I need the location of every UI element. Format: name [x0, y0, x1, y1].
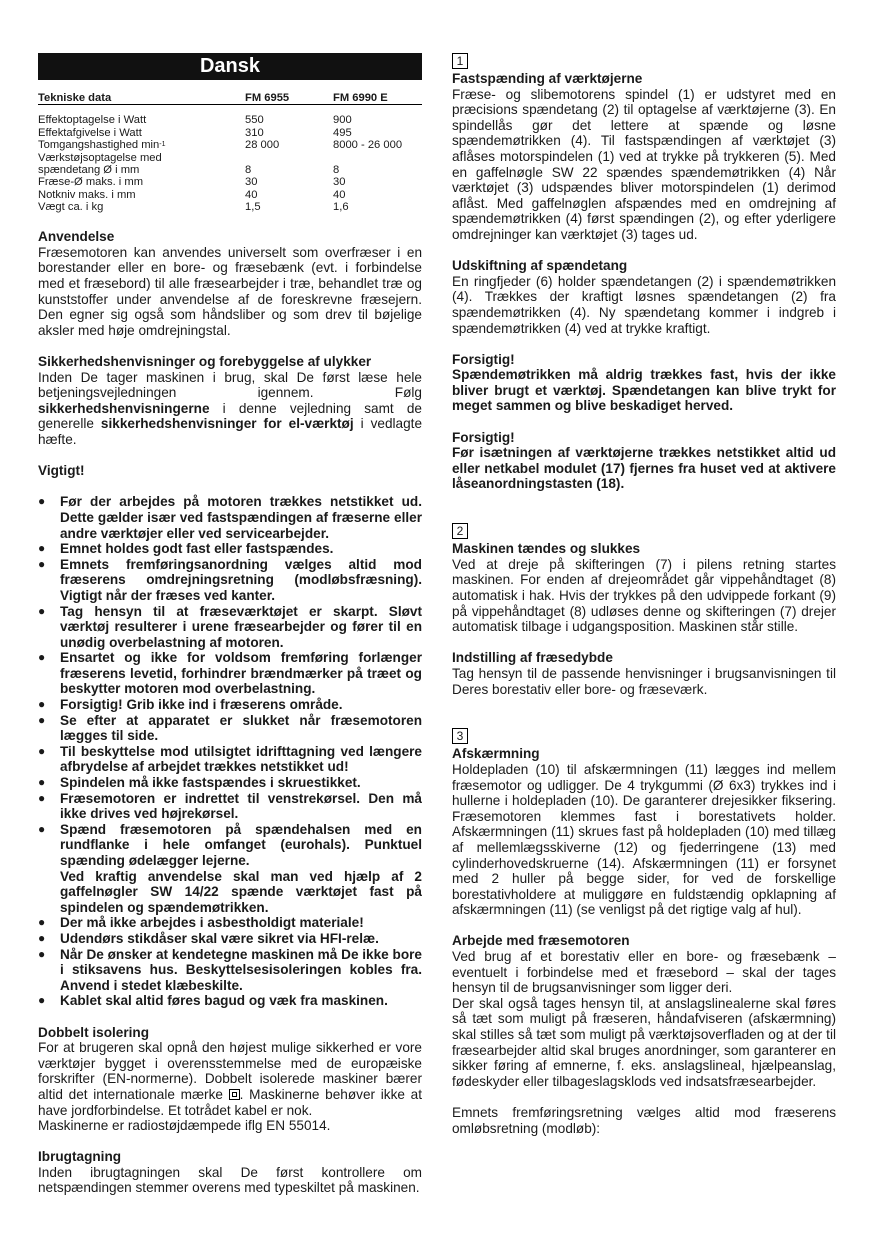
bullet-icon: ●	[38, 697, 46, 712]
figure-ref-2: 2	[452, 523, 468, 539]
header-fm6990e: FM 6990 E	[333, 92, 388, 104]
table-row: Notkniv maks. i mm 40 40	[38, 188, 346, 201]
isolering-radio-text: Maskinerne er radiostøjdæmpede iflg EN 55014.	[38, 1118, 331, 1134]
list-item	[38, 791, 422, 822]
list-item-text: Se efter at apparatet er slukket når fræsemotoren lægges til side.	[60, 712, 422, 744]
list-item	[38, 650, 422, 697]
bullet-icon: ●	[38, 930, 46, 945]
list-item-text: Når De ønsker at kendetegne maskinen må De ikke bore i stiksavens hus. Beskyttelsesisoleringen kobles fra. Anvend i stedet klæbeskilte.	[60, 946, 422, 993]
list-item	[38, 931, 422, 947]
arbejde-text-2: Der skal også tages hensyn til, at anslagslinealerne skal føres så tæt som muligt på fræseren, håndafviseren (afskærmning) skal stilles så tæt som muligt på værktøjsoverfladen og at der til fræsearbejder altid skal bruges anordninger, som garanterer en sikker føring af emnerne, f. eks. anslagslineal, hjælpeanslag, fødeskyder eller tilbageslagsklods ved indsatsfræsearbejder.	[452, 995, 836, 1089]
table-header-row	[38, 80, 422, 105]
caution-text-2: Før isætningen af værktøjerne trækkes netstikket altid ud eller netkabel modulet (17) fjernes fra huset ved at aktivere låseanordningstasten (18).	[452, 445, 836, 492]
section-title-arbejde: Arbejde med fræsemotoren	[452, 933, 630, 949]
udskiftning-text: En ringfjeder (6) holder spændetangen (2) i spændemøtrikken (4). Trækkes der kraftigt løsnes spændetangen (2) fra spændemøtrikken (4). Ny spændetang kommer i indgreb i spændemøtrikken (4) ved at trykke kraftigt.	[452, 273, 836, 336]
arbejde-text-1: Ved brug af et borestativ eller en bore- og fræsebænk – eventuelt i forbindelse med et fræsebord – skal der tages hensyn til de brugsanvisninger som ligger deri.	[452, 949, 836, 996]
bullet-icon: ●	[38, 946, 46, 961]
bullet-icon: ●	[38, 993, 46, 1008]
bullet-icon: ●	[38, 915, 46, 930]
table-row: Værkstøjsoptagelse med	[38, 151, 162, 164]
ibrugtagning-text: Inden ibrugtagningen skal De først kontrollere om netspændingen stemmer overens med typeskiltet på maskinen.	[38, 1164, 422, 1196]
arbejde-text-3: Emnets fremføringsretning vælges altid mod fræserens omløbsretning (modløb):	[452, 1105, 836, 1136]
fastspaending-text: Fræse- og slibemotorens spindel (1) er udstyret med en præcisions spændetang (2) til optagelse af værktøjerne (3). En spindellås gør det lettere at spænde og løsne spændemøtrikken (4). Til fastspændingen af værktøjet (3) aflåses motorspindelen (1) ved at trykke på trykkeren (5). Med en gaffelnøgle SW 22 spændes spændemøtrikken (4) Når værktøjet (3) udspændes bliver motorspindelen (1) derimod aflåst. Med gaffelnøglen afspændes med en omdrejning af spændemøtrikken (4) først spændingen (2), og efter yderligere omdrejninger kan værktøjet (3) tages ud.	[452, 86, 836, 242]
list-item-text: Udendørs stikdåser skal være sikret via HFI-relæ.	[60, 930, 379, 946]
superscript-unit: -1	[159, 141, 166, 149]
double-insulation-icon	[229, 1089, 240, 1100]
list-item	[38, 557, 422, 604]
list-item	[38, 775, 422, 791]
list-item-text: Forsigtig! Grib ikke ind i fræserens område.	[60, 697, 343, 713]
list-item-text: Der må ikke arbejdes i asbestholdigt materiale!	[60, 915, 364, 931]
caution-title-2: Forsigtig!	[452, 429, 515, 445]
bullet-icon: ●	[38, 790, 46, 805]
list-item	[38, 915, 422, 931]
left-column	[38, 53, 422, 1196]
afskaermning-text: Holdepladen (10) til afskærmningen (11) lægges ind mellem fræsemotor og udligger. De 4 trykgummi (Ø 6x3) trykkes ind i hullerne i holdepladen (10). De garanterer drejesikker fiksering. Fræsemotoren klemmes fast i borestativets holder. Afskærmningen (11) skrues fast på holdepladen (10) med tillæg af mellemlægsskiverne (12) og fjederringene (13) med cylinderhovedskruerne (14). Afskærmningen (11) er forsynet med 2 huller på begge sider, for ved de forskellige borestativholdere at muliggøre en fuldstændig opklapning af afskærmningen (11) (se venligst på det rigtige valg af hul).	[452, 761, 836, 918]
list-item-text: Ensartet og ikke for voldsom fremføring forlænger fræserens levetid, forhindrer brændmærker på træet og beskytter motoren mod overbelastning.	[60, 650, 422, 697]
caution-title-1: Forsigtig!	[452, 351, 515, 367]
table-row: Vægt ca. i kg 1,5 1,6	[38, 201, 349, 214]
list-item-text: Før der arbejdes på motoren trækkes netstikket ud. Dette gælder især ved fastspændingen af fræserne eller andre værktøjer eller ved servicearbejder.	[60, 494, 422, 541]
list-item-text: Kablet skal altid føres bagud og væk fra maskinen.	[60, 993, 388, 1009]
list-item	[38, 494, 422, 541]
list-item	[38, 947, 422, 994]
figure-ref-1: 1	[452, 53, 468, 69]
section-title-fastspaending: Fastspænding af værktøjerne	[452, 71, 643, 86]
isolering-text: For at brugeren skal opnå den højest mulige sikkerhed er vore værktøjer bygget i overensstemmelse med de europæiske forskrifter (EN-normerne). Dobbelt isolerede maskiner bærer altid det internationale mærke . Maskinerne behøver ikke at have jordforbindelse. Et totrådet kabel er nok.	[38, 1040, 423, 1118]
section-title-ibrugtagning: Ibrugtagning	[38, 1149, 122, 1165]
list-item-text: Spindelen må ikke fastspændes i skruestikket.	[60, 775, 361, 791]
bullet-icon: ●	[38, 603, 46, 618]
list-item-text: Emnets fremføringsanordning vælges altid mod fræserens omdrejningsretning (modløbsfræsning). Vigtigt når der fræses ved kanter.	[60, 556, 422, 603]
bullet-icon: ●	[38, 556, 46, 571]
table-row: Tomgangshastighed $\min^{-1}$ 28 000 8000 - 26 000	[38, 139, 403, 152]
section-title-afskaermning: Afskærmning	[452, 746, 540, 762]
bullet-icon: ●	[38, 541, 46, 556]
table-row: Effektafgivelse i Watt 310 495	[38, 126, 352, 139]
sikkerhed-text: Inden De tager maskinen i brug, skal De først læse hele betjeningsvejledningen igennem. Følg sikkerhedshenvisningerne i denne vejledning samt de generelle sikkerhedshenvisninger for el-værktøj i vedlagte hæfte.	[38, 369, 423, 447]
section-title-anvendelse: Anvendelse	[38, 229, 115, 245]
bullet-icon: ●	[38, 775, 46, 790]
table-row: Fræse-Ø maks. i mm 30 30	[38, 176, 346, 189]
bullet-icon: ●	[38, 650, 46, 665]
table-row: Effektoptagelse i Watt 550 900	[38, 114, 352, 127]
list-item	[38, 993, 422, 1009]
bullet-icon: ●	[38, 712, 46, 727]
table-row: spændetang Ø i mm 8 8	[38, 164, 340, 177]
list-item-text: Til beskyttelse mod utilsigtet idrifttagning ved længere afbrydelse af arbejdet trækkes netstikket ud!	[60, 743, 422, 775]
list-item-text: Tag hensyn til at fræseværktøjet er skarpt. Sløvt værktøj resulterer i urene fræsearbejder og fører til en unødig overbelastning af motoren.	[60, 603, 422, 650]
list-item-text: Fræsemotoren er indrettet til venstrekørsel. Den må ikke drives ved højrekørsel.	[60, 790, 422, 822]
list-item-text: Emnet holdes godt fast eller fastspændes.	[60, 541, 334, 557]
section-title-vigtigt: Vigtigt!	[38, 463, 85, 479]
anvendelse-text: Fræsemotoren kan anvendes universelt som overfræser i en borestander eller en bore- og fræsebænk (evt. i forbindelse med et fræsebord) til alle fræsearbejder i træ, behandlet træ og kunststoffer under anvendelse af de foreskrevne fræsejern. Den egner sig også som håndsliber og som drev til bøjelige aksler med høje omdrejningstal.	[38, 244, 422, 338]
bullet-icon: ●	[38, 743, 46, 758]
taend-sluk-text: Ved at dreje på skifteringen (7) i pilens retning startes maskinen. For enden af drejeområdet går vippehåndtaget (8) automatisk i hak. Hvis der trykkes på den udvippede forkant (9) på vippehåndtaget (8) udløses denne og skifteringen (7) drejer automatisk tilbage i udgangsposition. Maskinen står stille.	[452, 556, 836, 635]
bullet-icon: ●	[38, 821, 46, 836]
section-title-fraesedybde: Indstilling af fræsedybde	[452, 650, 613, 666]
list-item-text: Ved kraftig anvendelse skal man ved hjælp af 2 gaffelnøgler SW 14/22 spænde værktøjet fast på spindelen og spændemøtrikken.	[60, 868, 422, 915]
list-item	[38, 713, 422, 744]
header-fm6955: FM 6955	[245, 92, 290, 104]
figure-ref-3: 3	[452, 728, 468, 744]
section-title-taend-sluk: Maskinen tændes og slukkes	[452, 541, 641, 557]
right-column	[452, 53, 836, 1136]
section-title-udskiftning: Udskiftning af spændetang	[452, 258, 628, 274]
list-item	[38, 541, 422, 557]
bullet-icon: ●	[38, 494, 46, 509]
section-title-isolering: Dobbelt isolering	[38, 1024, 150, 1040]
list-item	[38, 822, 422, 916]
header-label: Tekniske data	[38, 92, 112, 104]
caution-text-1: Spændemøtrikken må aldrig trækkes fast, hvis der ikke bliver brugt et værktøj. Spændetangen kan blive trykt for meget sammen og blive beskadiget herved.	[452, 367, 836, 414]
safety-warning-list	[38, 494, 422, 1009]
list-item	[38, 744, 422, 775]
technical-data-table	[38, 80, 422, 214]
list-item-text: Spænd fræsemotoren på spændehalsen med en rundflanke i hele omfanget (eurohals). Punktuel spænding ødelægger lejerne.	[60, 821, 422, 868]
section-title-sikkerhed: Sikkerhedshenvisninger og forebyggelse af ulykker	[38, 354, 372, 369]
fraesedybde-text: Tag hensyn til de passende henvisninger i brugsanvisningen til Deres borestativ eller bore- og fræseværk.	[452, 665, 836, 697]
list-item	[38, 697, 422, 713]
list-item	[38, 604, 422, 651]
language-title: Dansk	[38, 53, 422, 80]
